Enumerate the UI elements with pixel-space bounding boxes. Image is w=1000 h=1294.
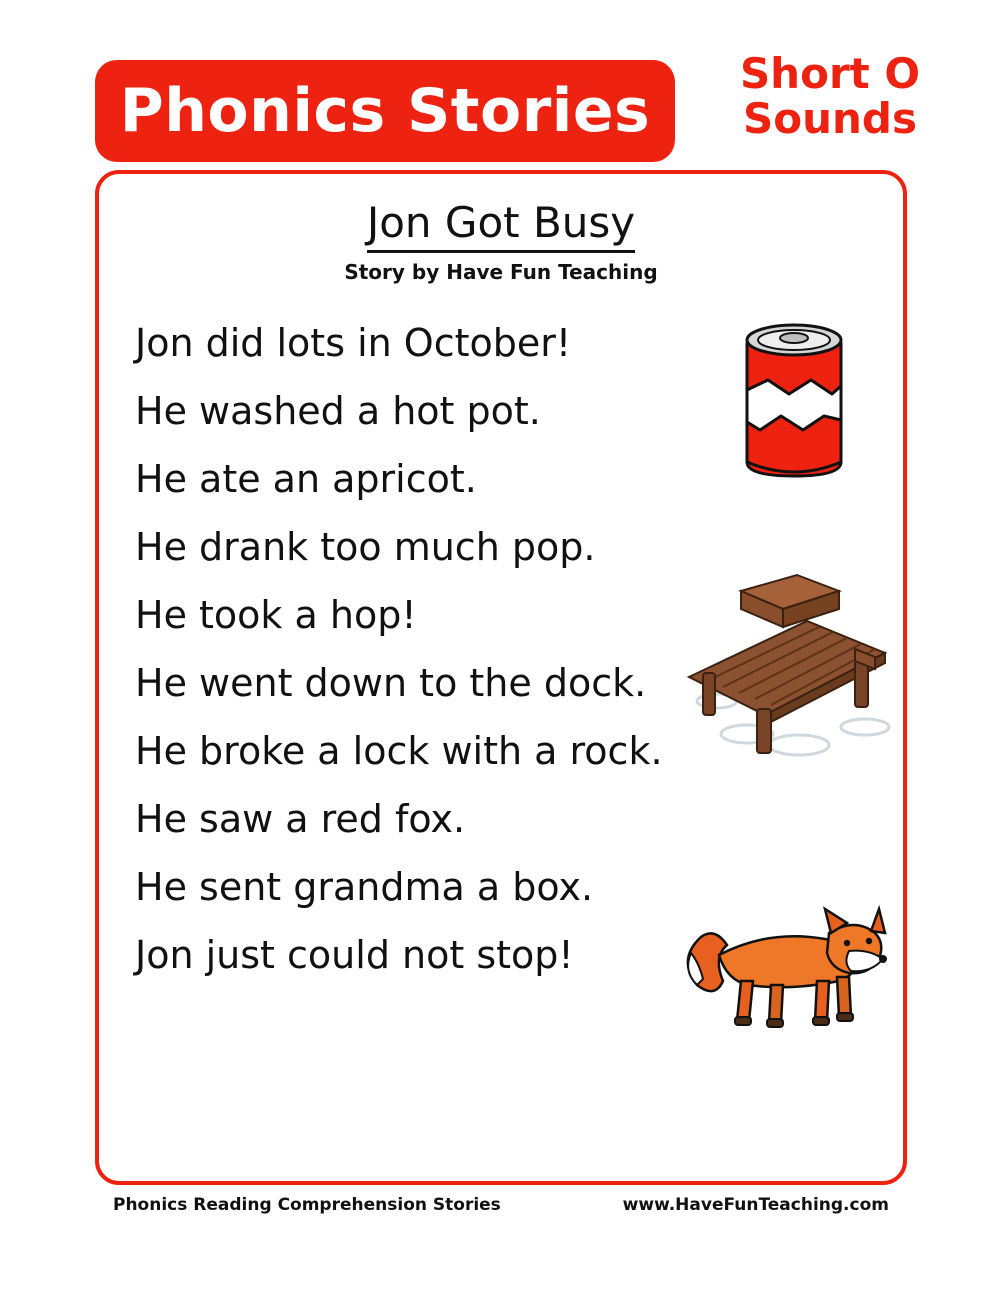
story-body — [135, 321, 735, 1004]
story-line: He saw a red fox. — [135, 797, 466, 841]
story-line: He sent grandma a box. — [135, 865, 594, 909]
page-header — [0, 49, 1000, 170]
byline: Story by Have Fun Teaching — [344, 260, 658, 284]
story-line: He drank too much pop. — [135, 525, 596, 569]
story-line: He washed a hot pot. — [135, 389, 541, 433]
subject-line-2: Sounds — [743, 93, 917, 143]
soda-can-illustration — [719, 304, 869, 499]
subject-label — [690, 49, 970, 143]
fox-illustration — [679, 889, 899, 1054]
phonics-stories-banner — [95, 60, 675, 162]
subject-line-1: Short O — [739, 49, 921, 98]
story-line: He went down to the dock. — [135, 661, 647, 705]
page-title — [99, 198, 903, 247]
story-line: Jon just could not stop! — [135, 933, 574, 977]
banner-title: Phonics Stories — [119, 76, 651, 146]
worksheet-card — [95, 170, 907, 1185]
footer-left-text: Phonics Reading Comprehension Stories — [113, 1195, 501, 1215]
dock-illustration — [679, 569, 909, 774]
story-line: He ate an apricot. — [135, 457, 477, 501]
story-line: He took a hop! — [135, 593, 417, 637]
story-line: He broke a lock with a rock. — [135, 729, 663, 773]
story-line: Jon did lots in October! — [135, 321, 572, 365]
page-title-text: Jon Got Busy — [367, 198, 635, 253]
page-footer — [95, 1195, 907, 1225]
footer-right-text: www.HaveFunTeaching.com — [622, 1195, 889, 1215]
